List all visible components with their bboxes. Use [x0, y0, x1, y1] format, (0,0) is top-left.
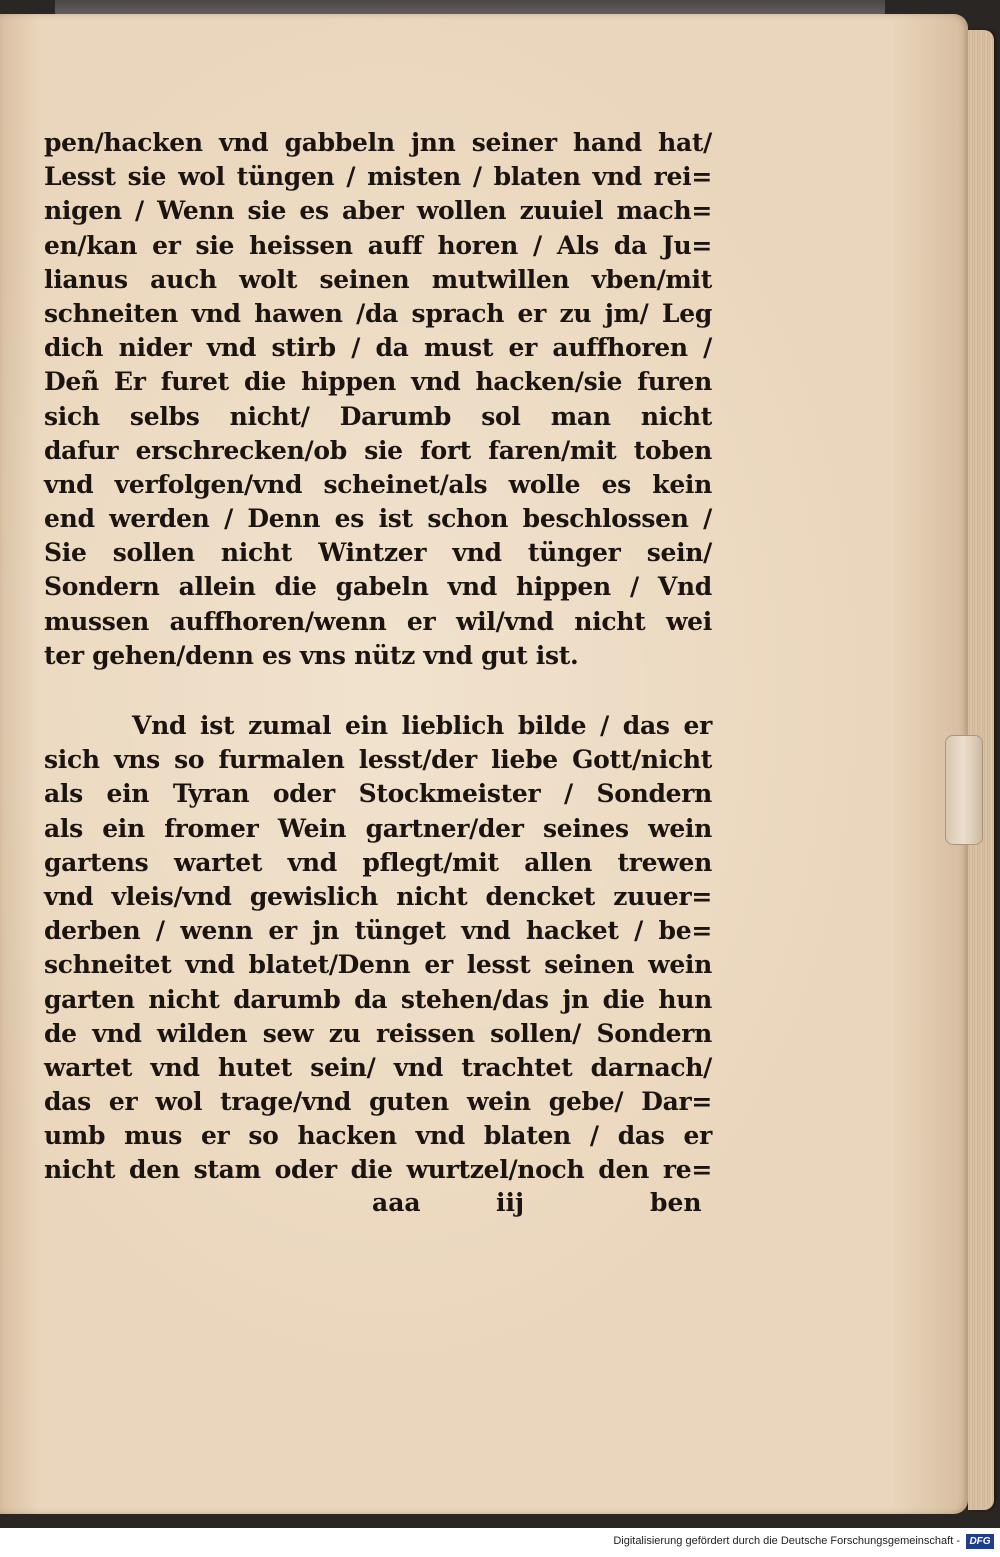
text-line: vnd vleis/vnd gewislich nicht dencket zuuer=: [44, 881, 712, 911]
text-line: sich vns so furmalen lesst/der liebe Gott/nicht: [44, 745, 712, 775]
text-line: dafur erschrecken/ob sie fort faren/mit toben: [44, 435, 712, 465]
text-line: wartet vnd hutet sein/ vnd trachtet darnach/: [44, 1052, 712, 1082]
text-line: vnd verfolgen/vnd scheinet/als wolle es kein: [44, 469, 712, 499]
text-line: als ein fromer Wein gartner/der seines wein: [44, 813, 712, 843]
text-line: schneitet vnd blatet/Denn er lesst seinen wein: [44, 950, 712, 980]
signature-mark: aaa: [372, 1188, 421, 1217]
text-line: nicht den stam oder die wurtzel/noch den re=: [44, 1155, 712, 1185]
text-line: Sondern allein die gabeln vnd hippen / Vnd: [44, 572, 712, 602]
text-line: ter gehen/denn es vns nütz vnd gut ist.: [44, 640, 579, 670]
text-line: das er wol trage/vnd guten wein gebe/ Dar=: [44, 1087, 712, 1117]
footer-bar: [0, 1528, 1000, 1557]
text-line: mussen auffhoren/wenn er wil/vnd nicht wei: [44, 606, 712, 636]
text-line: pen/hacken vnd gabbeln jnn seiner hand hat/: [44, 128, 712, 157]
text-line: sich selbs nicht/ Darumb sol man nicht: [44, 401, 712, 431]
text-line: schneiten vnd hawen /da sprach er zu jm/ Leg: [44, 298, 712, 328]
text-line: gartens wartet vnd pflegt/mit allen trewen: [44, 847, 712, 877]
text-block: [44, 126, 712, 1188]
text-line: lianus auch wolt seinen mutwillen vben/mit: [44, 264, 712, 294]
text-line: end werden / Denn es ist schon beschlossen /: [44, 504, 712, 534]
text-line: garten nicht darumb da stehen/das jn die hun: [44, 984, 712, 1014]
paragraph-2: [44, 709, 712, 1188]
paragraph-1: [44, 126, 712, 673]
catchword: ben: [650, 1188, 702, 1217]
text-line: Lesst sie wol tüngen / misten / blaten vnd rei=: [44, 162, 712, 192]
paper-tab: [945, 735, 983, 845]
dfg-logo: DFG: [966, 1534, 994, 1549]
text-line: en/kan er sie heissen auff horen / Als da Ju=: [44, 230, 712, 260]
paragraph-gap: [44, 673, 712, 709]
footer-credit: Digitalisierung gefördert durch die Deutsche Forschungsgemeinschaft -: [613, 1535, 960, 1547]
text-line: Vnd ist zumal ein lieblich bilde / das er: [132, 711, 712, 740]
text-line: umb mus er so hacken vnd blaten / das er: [44, 1121, 712, 1151]
catchline: [370, 1188, 710, 1222]
text-line: de vnd wilden sew zu reissen sollen/ Sondern: [44, 1018, 712, 1048]
text-line: dich nider vnd stirb / da must er auffhoren /: [44, 333, 712, 363]
text-line: nigen / Wenn sie es aber wollen zuuiel mach=: [44, 196, 712, 226]
text-line: Deñ Er furet die hippen vnd hacken/sie furen: [44, 367, 712, 397]
text-line: als ein Tyran oder Stockmeister / Sondern: [44, 779, 712, 809]
text-line: derben / wenn er jn tünget vnd hacket / be=: [44, 916, 712, 946]
folio-mark: iij: [496, 1188, 525, 1217]
text-line: Sie sollen nicht Wintzer vnd tünger sein/: [44, 538, 712, 568]
